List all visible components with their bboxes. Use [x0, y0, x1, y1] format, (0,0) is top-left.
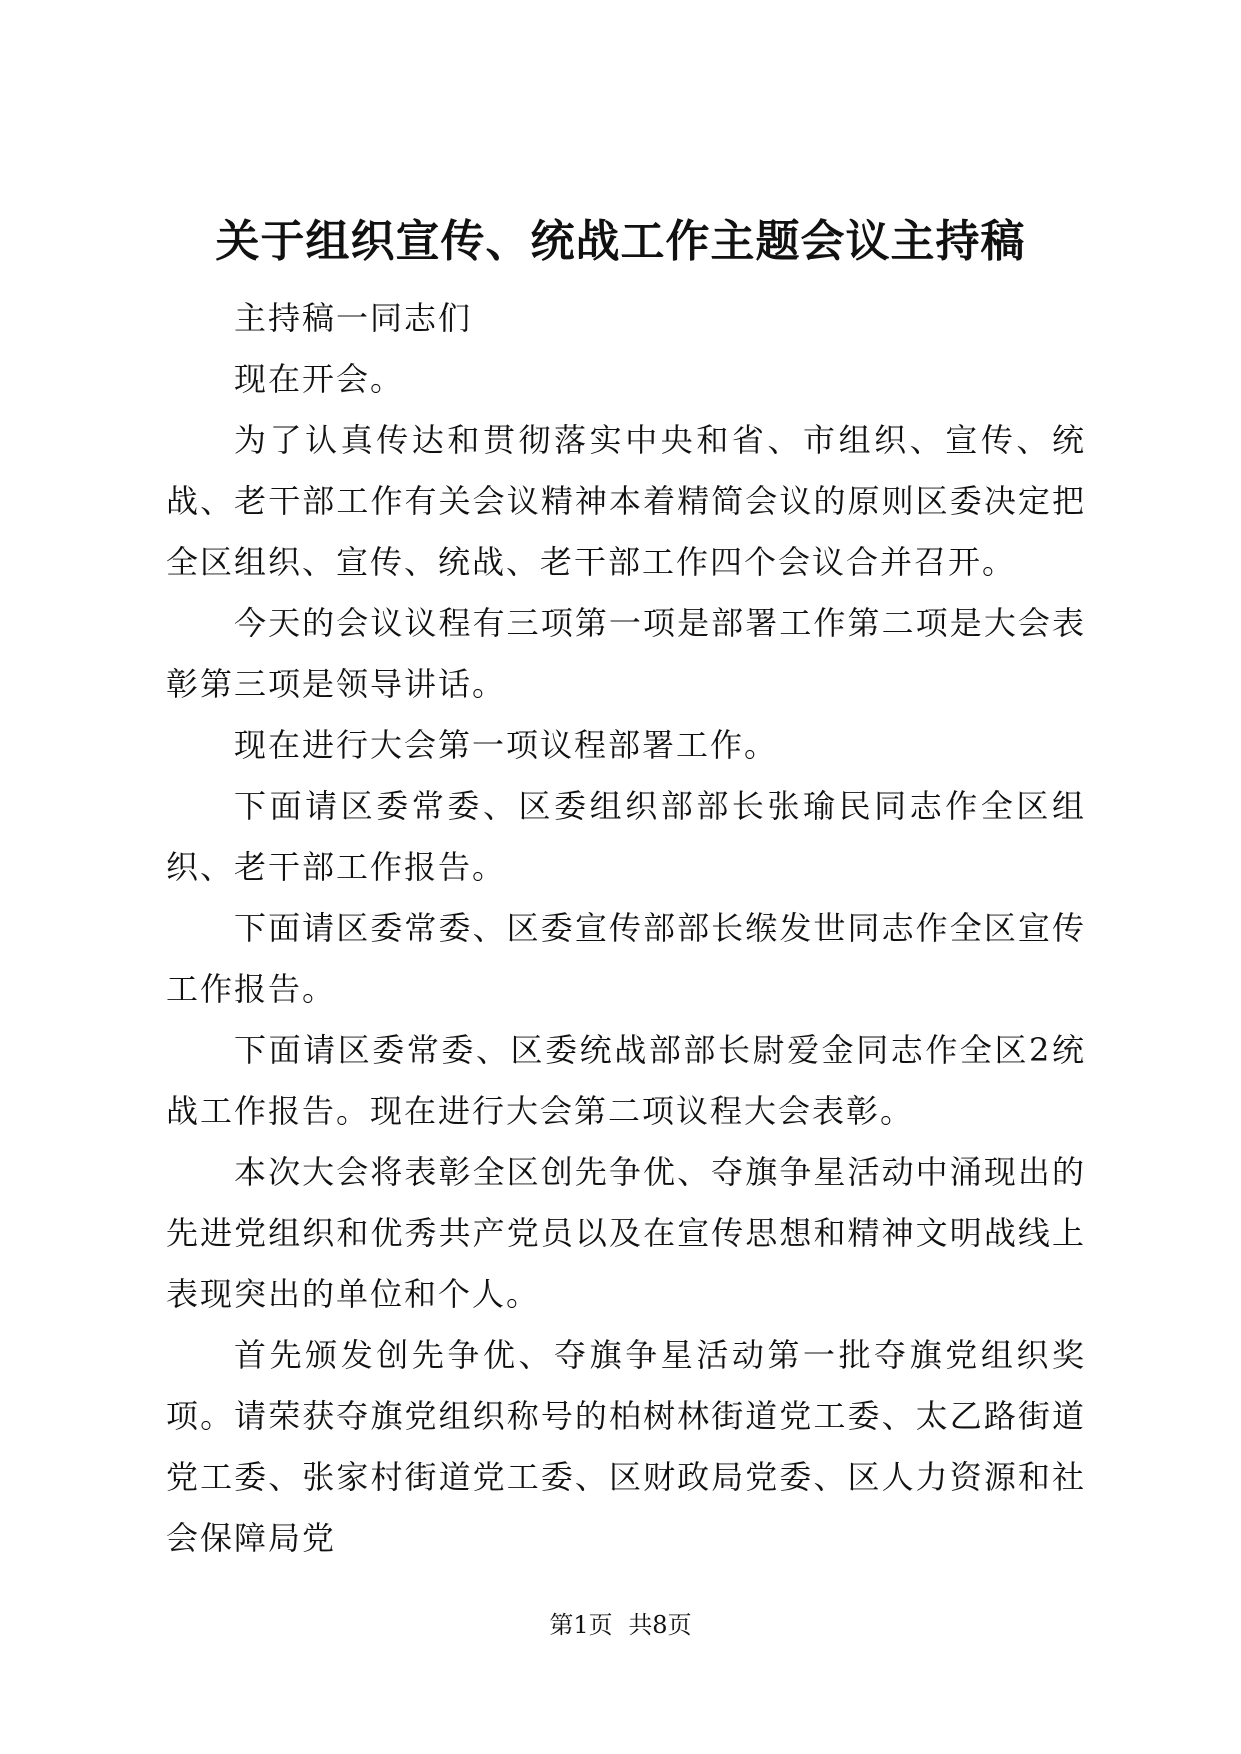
paragraph: 下面请区委常委、区委宣传部部长缑发世同志作全区宣传工作报告。: [166, 909, 1086, 1008]
document-title: 关于组织宣传、统战工作主题会议主持稿: [215, 216, 1026, 267]
paragraph: 下面请区委常委、区委组织部部长张瑜民同志作全区组织、老干部工作报告。: [166, 787, 1086, 886]
paragraph: 主持稿一同志们: [234, 299, 473, 337]
paragraph: 现在进行大会第一项议程部署工作。: [234, 726, 779, 764]
paragraph: 现在开会。: [234, 360, 405, 398]
paragraph: 为了认真传达和贯彻落实中央和省、市组织、宣传、统战、老干部工作有关会议精神本着精简会议的原则区委决定把全区组织、宣传、统战、老干部工作四个会议合并召开。: [166, 421, 1086, 581]
page-footer: [0, 1610, 1241, 1640]
paragraph: 下面请区委常委、区委统战部部长尉爱金同志作全区2统战工作报告。现在进行大会第二项议程大会表彰。: [166, 1031, 1086, 1130]
paragraph: 首先颁发创先争优、夺旗争星活动第一批夺旗党组织奖项。请荣获夺旗党组织称号的柏树林街道党工委、太乙路街道党工委、张家村街道党工委、区财政局党委、区人力资源和社会保障局党: [166, 1336, 1086, 1557]
paragraph: 今天的会议议程有三项第一项是部署工作第二项是大会表彰第三项是领导讲话。: [166, 604, 1086, 703]
page-total: 共8页: [628, 1611, 692, 1639]
paragraph: 本次大会将表彰全区创先争优、夺旗争星活动中涌现出的先进党组织和优秀共产党员以及在宣传思想和精神文明战线上表现突出的单位和个人。: [166, 1153, 1086, 1313]
document-body: [166, 288, 1086, 1569]
page-number: 第1页: [549, 1611, 613, 1639]
